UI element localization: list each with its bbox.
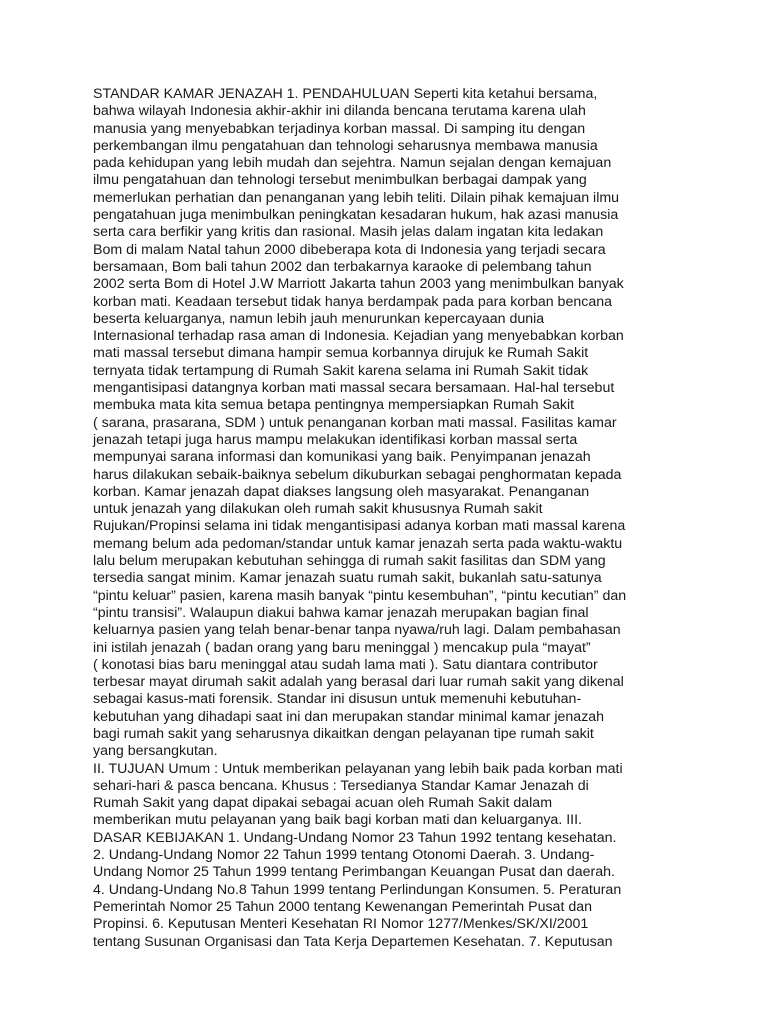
paragraph-tujuan: II. TUJUAN Umum : Untuk memberikan pelayanan yang lebih baik pada korban mati sehari-hari & pasca bencana. Khusus : Tersedianya Standar Kamar Jenazah di Rumah Sakit yang dapat dipakai sebagai acuan oleh Rumah Sakit dalam memberikan mutu pelayanan yang baik bagi korban mati dan keluarganya. III. DASAR KEBIJAKAN 1. Undang-Undang Nomor 23 Tahun 1992 tentang kesehatan. 2. Undang-Undang Nomor 22 Tahun 1999 tentang Otonomi Daerah. 3. Undang- Undang Nomor 25 Tahun 1999 tentang Perimbangan Keuangan Pusat dan daerah. 4. Undang-Undang No.8 Tahun 1999 tentang Perlindungan Konsumen. 5. Peraturan Pemerintah Nomor 25 Tahun 2000 tentang Kewenangan Pemerintah Pusat dan Propinsi. 6. Keputusan Menteri Kesehatan RI Nomor 1277/Menkes/SK/XI/2001 tentang Susunan Organisasi dan Tata Kerja Departemen Kesehatan. 7. Keputusan — [93, 760, 623, 950]
paragraph-pendahuluan: STANDAR KAMAR JENAZAH 1. PENDAHULUAN Seperti kita ketahui bersama, bahwa wilayah Indonesia akhir-akhir ini dilanda bencana terutama karena ulah manusia yang menyebabkan terjadinya korban massal. Di samping itu dengan perkembangan ilmu pengatahuan dan tehnologi seharusnya membawa manusia pada kehidupan yang lebih mudah dan sejehtra. Namun sejalan dengan kemajuan ilmu pengatahuan dan tehnologi tersebut menimbulkan berbagai dampak yang memerlukan perhatian dan penanganan yang lebih teliti. Dilain pihak kemajuan ilmu pengatahuan juga menimbulkan peningkatan kesadaran hukum, hak azasi manusia serta cara berfikir yang kritis dan rasional. Masih jelas dalam ingatan kita ledakan Bom di malam Natal tahun 2000 dibeberapa kota di Indonesia yang terjadi secara bersamaan, Bom bali tahun 2002 dan terbakarnya karaoke di pelembang tahun 2002 serta Bom di Hotel J.W Marriott Jakarta tahun 2003 yang menimbulkan banyak korban mati. Keadaan tersebut tidak hanya berdampak pada para korban bencana beserta keluarganya, namun lebih jauh menurunkan kepercayaan dunia Internasional terhadap rasa aman di Indonesia. Kejadian yang menyebabkan korban mati massal tersebut dimana hampir semua korbannya dirujuk ke Rumah Sakit ternyata tidak tertampung di Rumah Sakit karena selama ini Rumah Sakit tidak mengantisipasi datangnya korban mati massal secara bersamaan. Hal-hal tersebut membuka mata kita semua betapa pentingnya mempersiapkan Rumah Sakit ( sarana, prasarana, SDM ) untuk penanganan korban mati massal. Fasilitas kamar jenazah tetapi juga harus mampu melakukan identifikasi korban massal serta mempunyai sarana informasi dan komunikasi yang baik. Penyimpanan jenazah harus dilakukan sebaik-baiknya sebelum dikuburkan sebagai penghormatan kepada korban. Kamar jenazah dapat diakses langsung oleh masyarakat. Penanganan untuk jenazah yang dilakukan oleh rumah sakit khususnya Rumah sakit Rujukan/Propinsi selama ini tidak mengantisipasi adanya korban mati massal karena memang belum ada pedoman/standar untuk kamar jenazah serta pada waktu-waktu lalu belum merupakan kebutuhan sehingga di rumah sakit fasilitas dan SDM yang tersedia sangat minim. Kamar jenazah suatu rumah sakit, bukanlah satu-satunya “pintu keluar” pasien, karena masih banyak “pintu kesembuhan”, “pintu kecutian” dan “pintu transisi”. Walaupun diakui bahwa kamar jenazah merupakan bagian final keluarnya pasien yang telah benar-benar tanpa nyawa/ruh lagi. Dalam pembahasan ini istilah jenazah ( badan orang yang baru meninggal ) mencakup pula “mayat” ( konotasi bias baru meninggal atau sudah lama mati ). Satu diantara contributor terbesar mayat dirumah sakit adalah yang berasal dari luar rumah sakit yang dikenal sebagai kasus-mati forensik. Standar ini disusun untuk memenuhi kebutuhan- kebutuhan yang dihadapi saat ini dan merupakan standar minimal kamar jenazah bagi rumah sakit yang seharusnya dikaitkan dengan pelayanan tipe rumah sakit yang bersangkutan. — [93, 86, 627, 760]
document-page — [93, 86, 673, 951]
